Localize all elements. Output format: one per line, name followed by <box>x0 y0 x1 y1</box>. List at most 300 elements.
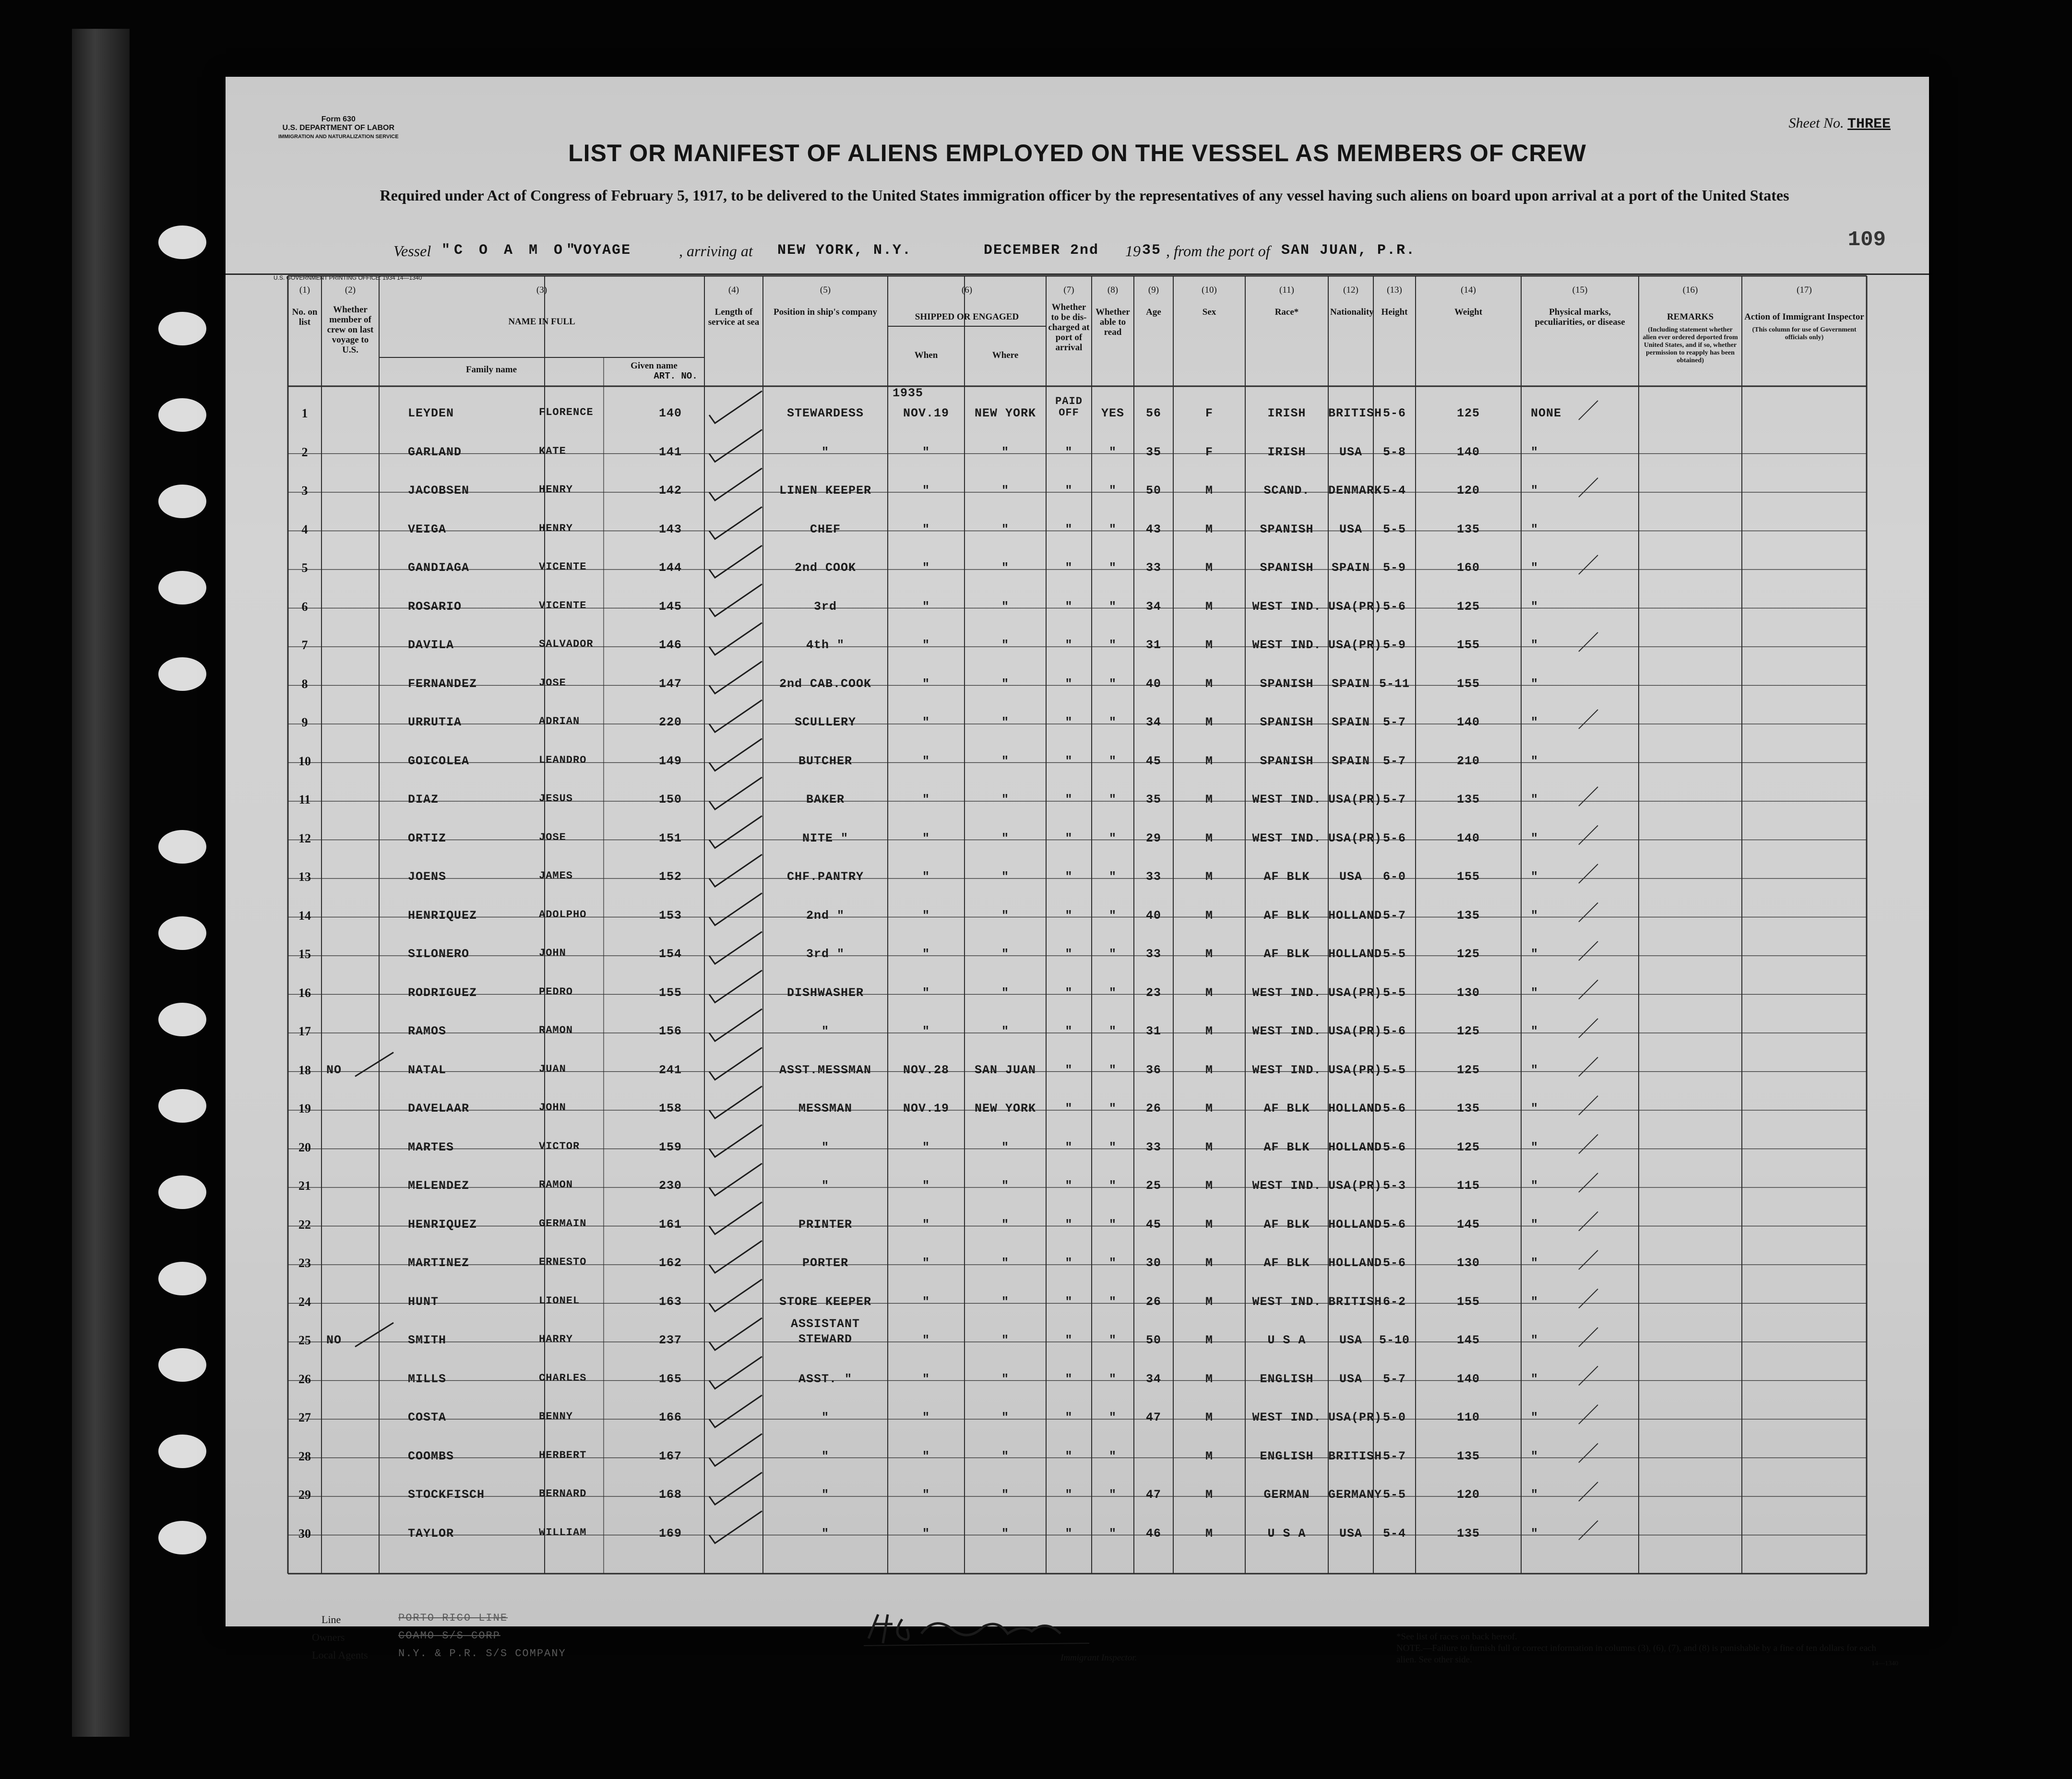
article-number: 140 <box>659 406 682 420</box>
given-name: CHARLES <box>539 1372 587 1384</box>
race: AF BLK <box>1263 1217 1310 1232</box>
line-value: PORTO RICO LINE <box>398 1612 508 1624</box>
arrival-date: DECEMBER 2nd <box>984 242 1099 259</box>
punch-hole <box>158 1348 206 1382</box>
race: WEST IND. <box>1252 1411 1322 1424</box>
sex: M <box>1205 793 1213 806</box>
race: AF BLK <box>1263 947 1310 961</box>
inspector-check-mark <box>1579 401 1598 420</box>
given-name: HENRY <box>539 484 573 496</box>
weight: 135 <box>1456 793 1480 806</box>
nationality: USA <box>1339 1372 1362 1386</box>
inspector-check-mark <box>1579 1521 1598 1540</box>
race: WEST IND. <box>1252 1024 1322 1038</box>
sex: M <box>1205 1063 1213 1077</box>
nationality: USA(PR) <box>1328 1063 1382 1077</box>
shipped-when: NOV.28 <box>903 1063 949 1077</box>
able-to-read: " <box>1108 676 1117 691</box>
height: 5-6 <box>1382 1140 1406 1154</box>
age: 26 <box>1145 1294 1161 1309</box>
discharged: " <box>1065 1256 1073 1270</box>
film-edge <box>72 29 130 1737</box>
sex: M <box>1205 1140 1213 1154</box>
physical-marks: " <box>1531 1217 1539 1232</box>
column-number: (9) <box>1148 285 1159 295</box>
row-number: 5 <box>301 561 308 575</box>
sex: M <box>1205 985 1213 1000</box>
service-check-mark <box>709 430 762 462</box>
age: 33 <box>1145 870 1161 884</box>
race: SPANISH <box>1260 522 1314 536</box>
weight: 135 <box>1456 1102 1480 1115</box>
physical-marks: " <box>1531 599 1539 614</box>
column-number: (8) <box>1107 285 1119 295</box>
row-number: 23 <box>298 1256 311 1270</box>
discharged: " <box>1065 1488 1073 1502</box>
inspector-check-mark <box>1579 1096 1598 1115</box>
height: 5-5 <box>1382 1063 1406 1077</box>
physical-marks: " <box>1531 1063 1539 1077</box>
shipped-where: " <box>1001 1024 1009 1038</box>
shipped-when: " <box>922 715 930 729</box>
able-to-read: " <box>1108 754 1117 768</box>
agents-label: Local Agents <box>312 1649 368 1661</box>
article-number: 159 <box>659 1140 682 1154</box>
column-header: REMARKS <box>1667 312 1714 322</box>
inspector-signature <box>859 1605 1099 1653</box>
article-number: 161 <box>659 1217 682 1232</box>
discharged: " <box>1065 1294 1073 1309</box>
shipped-when: " <box>922 1179 930 1193</box>
given-name: JESUS <box>539 793 573 805</box>
shipped-where: NEW YORK <box>974 406 1036 420</box>
row-number: 4 <box>301 522 308 536</box>
punch-hole <box>158 1435 206 1468</box>
sex: M <box>1205 561 1213 575</box>
service-check-mark <box>709 507 762 539</box>
vessel-name: "C O A M O" <box>441 242 579 259</box>
row-number: 20 <box>298 1140 311 1154</box>
position: BUTCHER <box>798 754 853 768</box>
article-number: 241 <box>659 1063 682 1077</box>
family-name: HENRIQUEZ <box>408 1217 477 1232</box>
able-to-read: " <box>1108 445 1117 459</box>
column-header: Whether able to read <box>1096 307 1130 337</box>
column-header: Whether member of crew on last voyage to U.S. <box>327 305 374 355</box>
nationality: USA(PR) <box>1328 599 1382 614</box>
shipped-when: " <box>922 676 930 691</box>
shipped-where: " <box>1001 1488 1009 1502</box>
given-name: RAMON <box>539 1179 573 1191</box>
row-number: 7 <box>301 638 308 652</box>
service-check-mark <box>709 1472 762 1505</box>
nationality: HOLLAND <box>1328 1140 1382 1154</box>
article-number: 143 <box>659 522 682 536</box>
race: WEST IND. <box>1252 1294 1322 1309</box>
shipped-when: " <box>922 985 930 1000</box>
sex: M <box>1205 1294 1213 1309</box>
position: " <box>821 1449 829 1463</box>
shipped-when: " <box>922 445 930 459</box>
shipped-where: " <box>1001 484 1009 498</box>
able-to-read: " <box>1108 1411 1117 1424</box>
able-to-read: " <box>1108 1256 1117 1270</box>
age: 43 <box>1145 522 1161 536</box>
weight: 140 <box>1456 445 1480 459</box>
service-check-mark <box>709 1125 762 1157</box>
nationality: HOLLAND <box>1328 908 1382 923</box>
line-label: Line <box>322 1613 341 1625</box>
shipped-where: " <box>1001 1526 1009 1541</box>
sex: M <box>1205 831 1213 845</box>
punch-hole <box>158 312 206 345</box>
position: ASST.MESSMAN <box>779 1063 872 1077</box>
shipped-where: " <box>1001 754 1009 768</box>
position: ASST. " <box>798 1372 853 1386</box>
weight: 110 <box>1456 1411 1480 1424</box>
service-check-mark <box>709 932 762 964</box>
height: 5-3 <box>1382 1179 1406 1193</box>
race: ENGLISH <box>1260 1372 1314 1386</box>
height: 5-7 <box>1382 908 1406 923</box>
able-to-read: " <box>1108 1449 1117 1463</box>
shipped-when: " <box>922 908 930 923</box>
weight: 155 <box>1456 870 1480 884</box>
discharged: " <box>1065 1179 1073 1193</box>
position: ASSISTANT STEWARD <box>790 1317 860 1346</box>
article-number: 163 <box>659 1294 682 1309</box>
race: U S A <box>1267 1526 1306 1541</box>
height: 5-7 <box>1382 1449 1406 1463</box>
form-code: 14—1340 <box>1871 1660 1898 1667</box>
able-to-read: " <box>1108 484 1117 498</box>
age: 45 <box>1145 754 1161 768</box>
able-to-read: " <box>1108 1372 1117 1386</box>
row-number: 15 <box>298 947 311 961</box>
shipped-where: NEW YORK <box>974 1102 1036 1115</box>
row-number: 22 <box>298 1217 311 1232</box>
discharged: " <box>1065 1140 1073 1154</box>
inspector-check-mark <box>1579 1405 1598 1424</box>
row-number: 3 <box>301 484 308 498</box>
given-name: HENRY <box>539 522 573 534</box>
punch-hole <box>158 916 206 950</box>
position: BAKER <box>806 793 845 806</box>
nationality: USA(PR) <box>1328 831 1382 845</box>
given-name: VICENTE <box>539 599 587 612</box>
shipped-where: " <box>1001 715 1009 729</box>
race: AF BLK <box>1263 1256 1310 1270</box>
age: 46 <box>1145 1526 1161 1541</box>
able-to-read: " <box>1108 599 1117 614</box>
given-name: GERMAIN <box>539 1217 587 1230</box>
sex: M <box>1205 947 1213 961</box>
able-to-read: " <box>1108 522 1117 536</box>
article-number: 151 <box>659 831 682 845</box>
position: STEWARDESS <box>786 406 864 420</box>
discharged: " <box>1065 484 1073 498</box>
punch-hole <box>158 398 206 432</box>
given-name: JUAN <box>539 1063 566 1075</box>
family-name: STOCKFISCH <box>408 1488 485 1502</box>
column-header: Weight <box>1454 307 1483 317</box>
nationality: USA(PR) <box>1328 1024 1382 1038</box>
weight: 210 <box>1456 754 1480 768</box>
service-check-mark <box>709 1048 762 1080</box>
shipped-when: " <box>922 522 930 536</box>
weight: 155 <box>1456 638 1480 652</box>
physical-marks: " <box>1531 1372 1539 1386</box>
shipped-where: " <box>1001 1217 1009 1232</box>
punch-hole <box>158 1089 206 1123</box>
able-to-read: " <box>1108 1179 1117 1193</box>
height: 5-5 <box>1382 522 1406 536</box>
service-check-mark <box>709 1357 762 1389</box>
column-number: (12) <box>1343 285 1358 295</box>
service-check-mark <box>709 1241 762 1273</box>
age: 33 <box>1145 947 1161 961</box>
given-name: ADOLPHO <box>539 908 587 921</box>
column-number: (6) <box>961 285 973 295</box>
from-label: , from the port of <box>1166 242 1270 260</box>
age: 33 <box>1145 1140 1161 1154</box>
inspector-check-mark <box>1579 1366 1598 1386</box>
shipped-when: " <box>922 599 930 614</box>
age: 31 <box>1145 1024 1161 1038</box>
agents-value: N.Y. & P.R. S/S COMPANY <box>398 1648 566 1660</box>
position: LINEN KEEPER <box>779 484 872 498</box>
height: 5-6 <box>1382 599 1406 614</box>
shipped-where: " <box>1001 1372 1009 1386</box>
height: 5-4 <box>1382 484 1406 498</box>
physical-marks: " <box>1531 754 1539 768</box>
height: 5-7 <box>1382 1372 1406 1386</box>
weight: 130 <box>1456 1256 1480 1270</box>
row-number: 14 <box>298 908 311 923</box>
discharged: " <box>1065 676 1073 691</box>
weight: 145 <box>1456 1217 1480 1232</box>
able-to-read: " <box>1108 831 1117 845</box>
punch-hole <box>158 485 206 518</box>
shipped-where: " <box>1001 793 1009 806</box>
age: 45 <box>1145 1217 1161 1232</box>
physical-marks: " <box>1531 947 1539 961</box>
column-header: Sex <box>1202 307 1216 317</box>
article-number: 155 <box>659 985 682 1000</box>
given-name: ERNESTO <box>539 1256 587 1268</box>
article-number: 144 <box>659 561 682 575</box>
race: IRISH <box>1267 445 1306 459</box>
shipped-where: " <box>1001 908 1009 923</box>
discharged: " <box>1065 908 1073 923</box>
discharged: " <box>1065 1449 1073 1463</box>
height: 5-5 <box>1382 985 1406 1000</box>
discharged: " <box>1065 1333 1073 1347</box>
form-number: Form 630 <box>321 115 356 123</box>
position: PRINTER <box>798 1217 853 1232</box>
prev-voyage: NO <box>326 1333 342 1347</box>
physical-marks: " <box>1531 445 1539 459</box>
article-number: 154 <box>659 947 682 961</box>
column-header: Whether to be dis-charged at port of arrival <box>1048 302 1090 353</box>
height: 5-7 <box>1382 754 1406 768</box>
position: NITE " <box>802 831 848 845</box>
row-number: 9 <box>301 715 308 729</box>
given-name: VICTOR <box>539 1140 580 1152</box>
physical-marks: " <box>1531 638 1539 652</box>
given-name: JAMES <box>539 870 573 882</box>
given-name: JOHN <box>539 947 566 959</box>
inspector-check-mark <box>1579 1135 1598 1154</box>
sex: M <box>1205 754 1213 768</box>
physical-marks: " <box>1531 1526 1539 1541</box>
shipped-where: " <box>1001 599 1009 614</box>
height: 5-6 <box>1382 1024 1406 1038</box>
article-number: 167 <box>659 1449 682 1463</box>
height: 5-6 <box>1382 406 1406 420</box>
sex: M <box>1205 1488 1213 1502</box>
service-check-mark <box>709 700 762 732</box>
shipped-when: " <box>922 754 930 768</box>
age: 40 <box>1145 908 1161 923</box>
weight: 125 <box>1456 1024 1480 1038</box>
punch-hole <box>158 1262 206 1295</box>
column-number: (11) <box>1279 285 1294 295</box>
inspector-check-mark <box>1579 632 1598 652</box>
row-number: 26 <box>298 1372 311 1386</box>
sex: M <box>1205 870 1213 884</box>
inspector-check-mark <box>1579 826 1598 845</box>
article-number: 152 <box>659 870 682 884</box>
able-to-read: " <box>1108 561 1117 575</box>
nationality: HOLLAND <box>1328 1102 1382 1115</box>
weight: 155 <box>1456 676 1480 691</box>
shipped-when: " <box>922 1256 930 1270</box>
column-header: Length of service at sea <box>708 307 760 327</box>
column-header: Position in ship's company <box>774 307 877 317</box>
discharged: " <box>1065 1217 1073 1232</box>
article-number: 169 <box>659 1526 682 1541</box>
shipped-when: NOV.19 <box>903 406 949 420</box>
column-header: NAME IN FULL <box>508 317 575 327</box>
able-to-read: " <box>1108 1488 1117 1502</box>
race: SPANISH <box>1260 754 1314 768</box>
row-number: 25 <box>298 1333 311 1347</box>
column-number: (10) <box>1202 285 1217 295</box>
row-number: 24 <box>298 1294 311 1309</box>
nationality: BRITISH <box>1328 1294 1382 1309</box>
column-number: (14) <box>1461 285 1476 295</box>
service-check-mark <box>709 468 762 500</box>
shipped-where: " <box>1001 870 1009 884</box>
weight: 135 <box>1456 522 1480 536</box>
position: " <box>821 1179 829 1193</box>
physical-marks: " <box>1531 985 1539 1000</box>
position: " <box>821 1140 829 1154</box>
height: 5-5 <box>1382 1488 1406 1502</box>
weight: 115 <box>1456 1179 1480 1193</box>
punch-hole <box>158 1521 206 1554</box>
service-check-mark <box>709 662 762 694</box>
shipped-when: " <box>922 870 930 884</box>
column-header: Race* <box>1274 307 1299 317</box>
service-check-mark <box>709 1202 762 1234</box>
discharged: " <box>1065 561 1073 575</box>
discharged: " <box>1065 1372 1073 1386</box>
race: IRISH <box>1267 406 1306 420</box>
nationality: USA(PR) <box>1328 638 1382 652</box>
weight: 160 <box>1456 561 1480 575</box>
race: WEST IND. <box>1252 638 1322 652</box>
race: U S A <box>1267 1333 1306 1347</box>
document-subtitle: Required under Act of Congress of February 5, 1917, to be delivered to the United States immigration officer by the representatives of any vessel having such aliens on board upon arrival at a port of the United States <box>380 187 1789 204</box>
physical-marks: " <box>1531 484 1539 498</box>
shipped-when: " <box>922 1372 930 1386</box>
family-name: JOENS <box>408 870 447 884</box>
age: 26 <box>1145 1102 1161 1115</box>
inspector-check-mark <box>1579 1482 1598 1501</box>
family-name: COSTA <box>408 1411 447 1424</box>
age: 34 <box>1145 599 1161 614</box>
sex: M <box>1205 522 1213 536</box>
given-name: BERNARD <box>539 1488 587 1500</box>
article-number: 141 <box>659 445 682 459</box>
race: SCAND. <box>1263 484 1310 498</box>
given-name: PEDRO <box>539 985 573 998</box>
shipped-where: " <box>1001 1449 1009 1463</box>
race: AF BLK <box>1263 908 1310 923</box>
row-number: 8 <box>301 676 308 691</box>
service-check-mark <box>709 1280 762 1312</box>
discharged: " <box>1065 522 1073 536</box>
article-number: 153 <box>659 908 682 923</box>
family-name: FERNANDEZ <box>408 676 477 691</box>
position: " <box>821 1488 829 1502</box>
age: 56 <box>1145 406 1161 420</box>
shipped-when: " <box>922 1217 930 1232</box>
discharged: " <box>1065 599 1073 614</box>
row-number: 13 <box>298 870 311 884</box>
nationality: USA <box>1339 1526 1362 1541</box>
sheet-number-value: THREE <box>1847 116 1891 132</box>
shipped-when: " <box>922 638 930 652</box>
owners-label: Owners <box>312 1631 345 1643</box>
shipped-where: " <box>1001 831 1009 845</box>
races-note: *See list of races on back hereof. <box>1396 1632 1517 1642</box>
shipped-where: " <box>1001 676 1009 691</box>
nationality: GERMANY <box>1328 1488 1382 1502</box>
inspector-check-mark <box>1579 903 1598 922</box>
height: 5-9 <box>1382 561 1406 575</box>
inspector-check-mark <box>1579 555 1598 574</box>
sex: M <box>1205 1449 1213 1463</box>
height: 5-9 <box>1382 638 1406 652</box>
discharged: " <box>1065 1063 1073 1077</box>
position: " <box>821 1411 829 1424</box>
physical-marks: " <box>1531 908 1539 923</box>
given-name: JOHN <box>539 1102 566 1114</box>
article-number: 149 <box>659 754 682 768</box>
nationality: HOLLAND <box>1328 1256 1382 1270</box>
nationality: SPAIN <box>1331 561 1370 575</box>
discharged: " <box>1065 985 1073 1000</box>
nationality: USA(PR) <box>1328 793 1382 806</box>
inspector-label: Immigrant Inspector. <box>1060 1653 1137 1663</box>
given-name: KATE <box>539 445 566 457</box>
row-number: 6 <box>301 599 308 614</box>
age: 50 <box>1145 1333 1161 1347</box>
column-header: Physical marks, peculiarities, or disease <box>1535 307 1625 327</box>
